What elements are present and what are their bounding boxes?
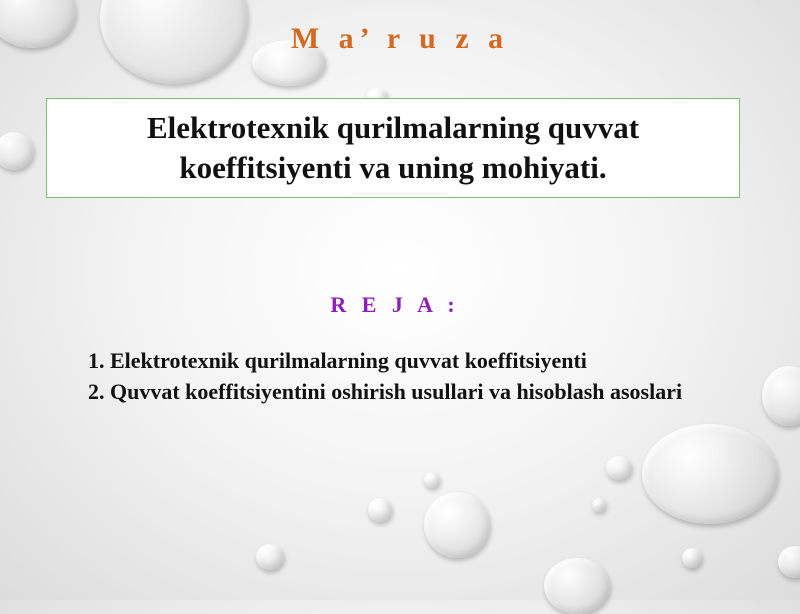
water-drop-decoration xyxy=(592,498,606,512)
water-drop-decoration xyxy=(424,492,490,558)
slide-title: Elektrotexnik qurilmalarning quvvat koeffitsiyenti va uning mohiyati. xyxy=(146,110,640,185)
water-drop-decoration xyxy=(682,548,702,568)
water-drop-decoration xyxy=(778,546,800,578)
plan-item: 1. Elektrotexnik qurilmalarning quvvat koeffitsiyenti xyxy=(88,348,587,373)
water-drop-decoration xyxy=(256,544,284,570)
slide-heading: M a’ r u z a xyxy=(290,22,510,55)
title-box xyxy=(46,98,740,198)
water-drop-decoration xyxy=(642,424,778,524)
plan-item: 2. Quvvat koeffitsiyentini oshirish usullari va hisoblash asoslari xyxy=(88,379,683,404)
plan-list xyxy=(88,345,738,407)
plan-heading: R E J A : xyxy=(330,292,460,317)
water-drop-decoration xyxy=(544,558,610,614)
water-drop-decoration xyxy=(424,472,440,488)
water-drop-decoration xyxy=(368,498,392,522)
water-drop-decoration xyxy=(606,456,632,480)
water-drop-decoration xyxy=(762,366,800,426)
water-drop-decoration xyxy=(0,132,34,170)
